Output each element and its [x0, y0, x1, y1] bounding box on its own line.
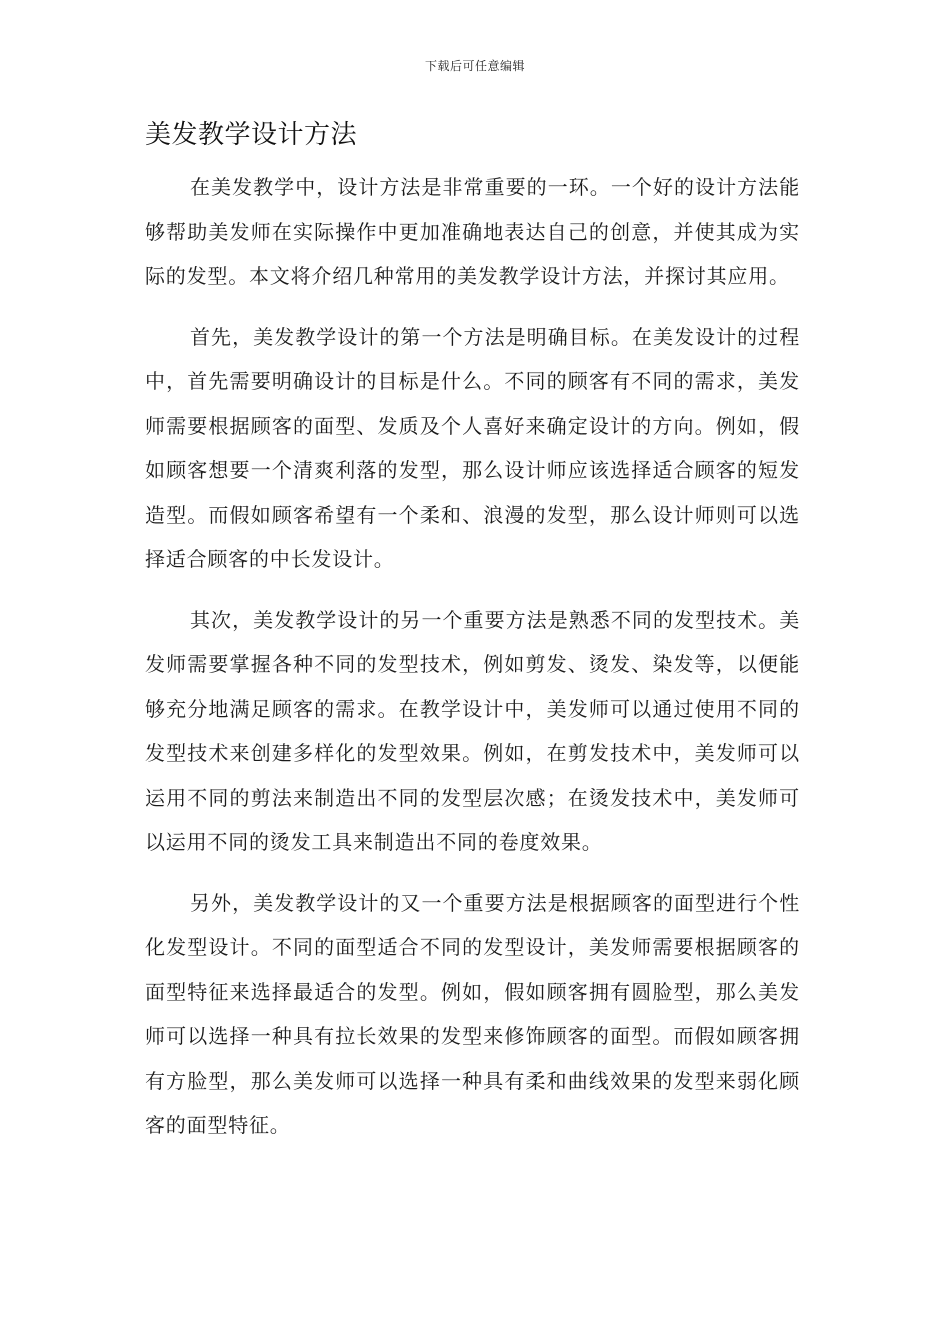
document-title: 美发教学设计方法 [145, 120, 358, 150]
document-body [145, 165, 800, 1164]
paragraph-4: 另外，美发教学设计的又一个重要方法是根据顾客的面型进行个性化发型设计。不同的面型适合不同的发型设计，美发师需要根据顾客的面型特征来选择最适合的发型。例如，假如顾客拥有圆脸型，那么美发师可以选择一种具有拉长效果的发型来修饰顾客的面型。而假如顾客拥有方脸型，那么美发师可以选择一种具有柔和曲线效果的发型来弱化顾客的面型特征。 [145, 890, 800, 1137]
paragraph-2: 首先，美发教学设计的第一个方法是明确目标。在美发设计的过程中，首先需要明确设计的目标是什么。不同的顾客有不同的需求，美发师需要根据顾客的面型、发质及个人喜好来确定设计的方向。例如，假如顾客想要一个清爽利落的发型，那么设计师应该选择适合顾客的短发造型。而假如顾客希望有一个柔和、浪漫的发型，那么设计师则可以选择适合顾客的中长发设计。 [145, 324, 800, 571]
paragraph-1: 在美发教学中，设计方法是非常重要的一环。一个好的设计方法能够帮助美发师在实际操作中更加准确地表达自己的创意，并使其成为实际的发型。本文将介绍几种常用的美发教学设计方法，并探讨其应用。 [145, 175, 800, 288]
header-note: 下载后可任意编辑 [424, 59, 525, 73]
paragraph-3: 其次，美发教学设计的另一个重要方法是熟悉不同的发型技术。美发师需要掌握各种不同的发型技术，例如剪发、烫发、染发等，以便能够充分地满足顾客的需求。在教学设计中，美发师可以通过使用不同的发型技术来创建多样化的发型效果。例如，在剪发技术中，美发师可以运用不同的剪法来制造出不同的发型层次感；在烫发技术中，美发师可以运用不同的烫发工具来制造出不同的卷度效果。 [145, 607, 800, 854]
